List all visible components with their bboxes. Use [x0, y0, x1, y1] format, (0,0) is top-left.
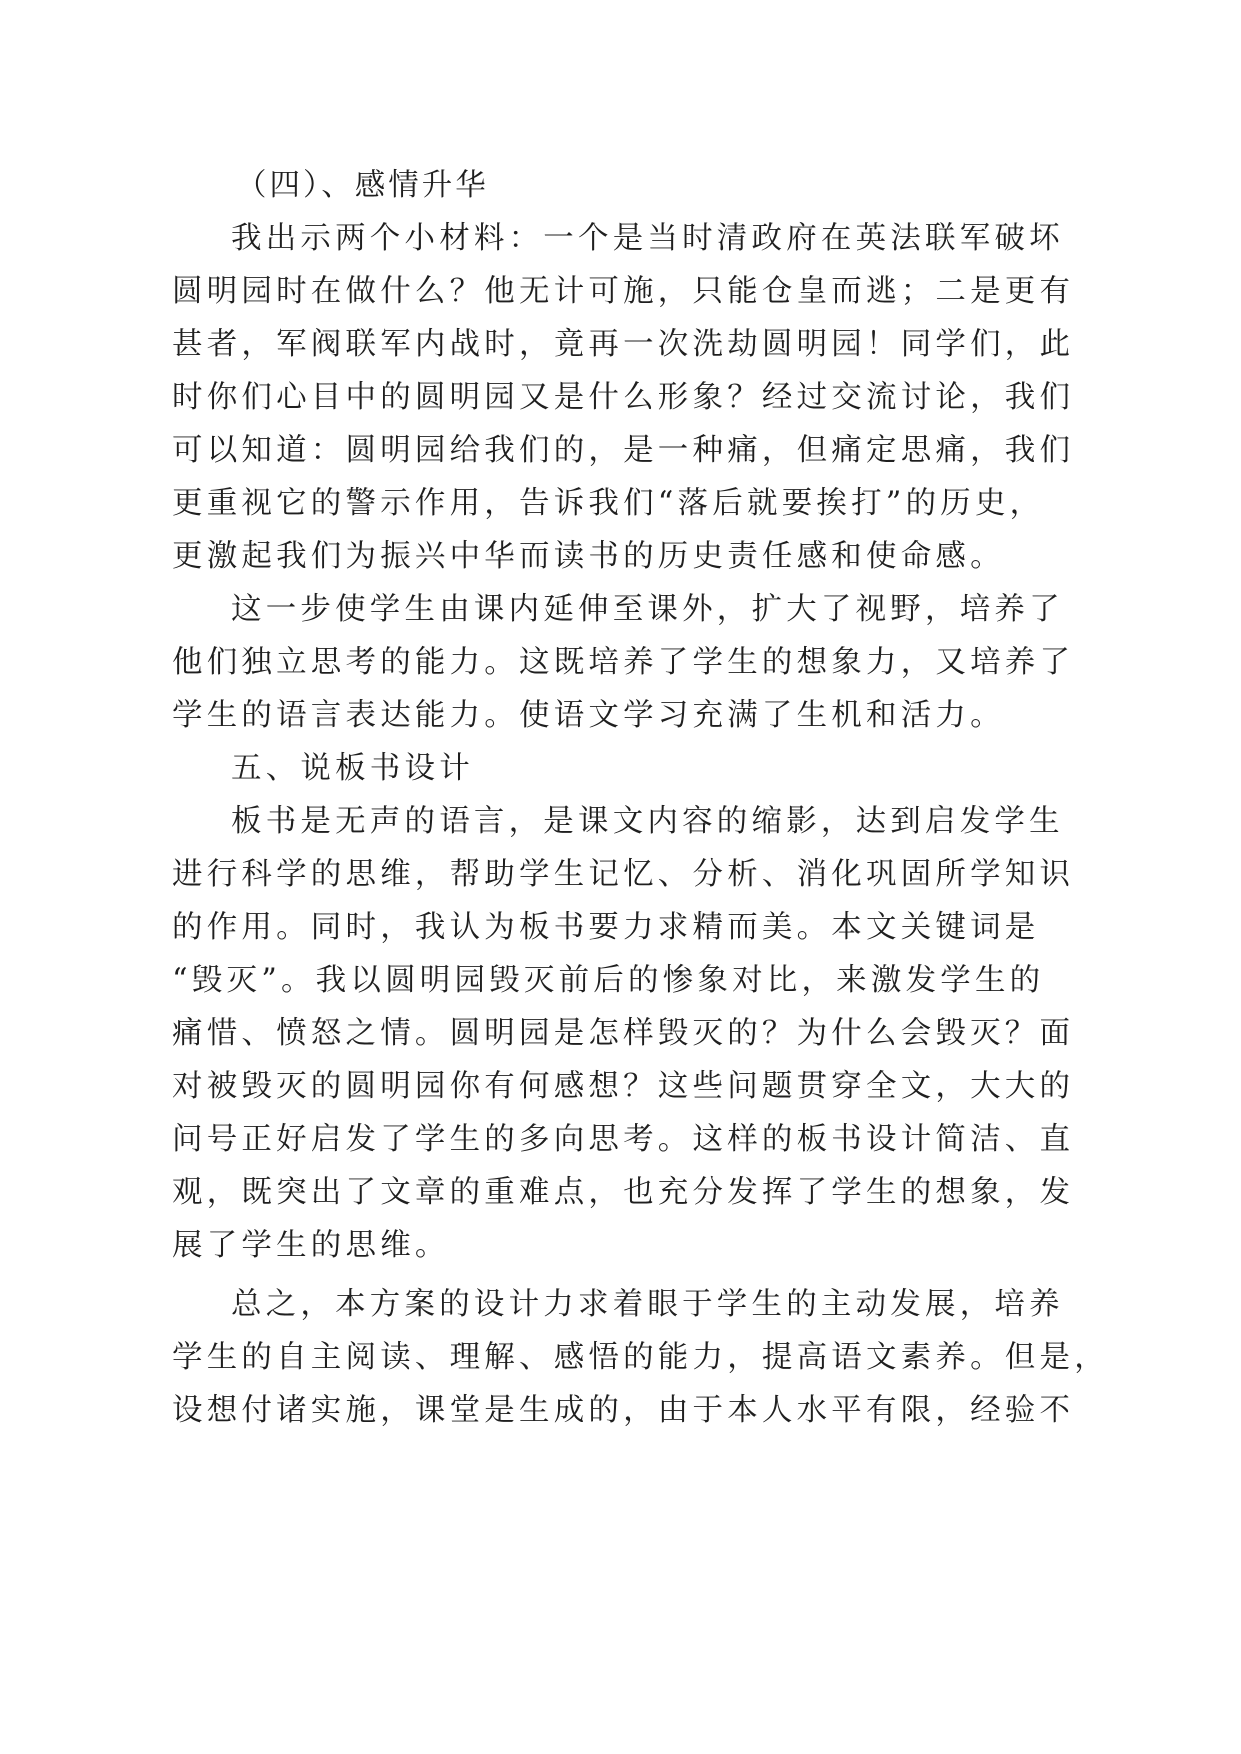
paragraph-line: 对被毁灭的圆明园你有何感想？这些问题贯穿全文，大大的 — [172, 1069, 1075, 1104]
paragraph-line: 学生的语言表达能力。使语文学习充满了生机和活力。 — [172, 698, 1005, 733]
paragraph-line: 甚者，军阀联军内战时，竟再一次洗劫圆明园！同学们，此 — [172, 327, 1075, 362]
paragraph-line: 可以知道：圆明园给我们的，是一种痛，但痛定思痛，我们 — [172, 433, 1075, 468]
paragraph-line: “毁灭”。我以圆明园毁灭前后的惨象对比，来激发学生的 — [172, 963, 1045, 998]
paragraph-line: 问号正好启发了学生的多向思考。这样的板书设计简洁、直 — [172, 1122, 1075, 1157]
paragraph-line: 展了学生的思维。 — [172, 1228, 450, 1263]
paragraph-line: 学生的自主阅读、理解、感悟的能力，提高语文素养。但是， — [172, 1340, 1109, 1375]
paragraph-line: 设想付诸实施，课堂是生成的，由于本人水平有限，经验不 — [172, 1393, 1075, 1428]
paragraph-line: 这一步使学生由课内延伸至课外，扩大了视野，培养了 — [231, 592, 1064, 627]
paragraph-line: 的作用。同时，我认为板书要力求精而美。本文关键词是 — [172, 910, 1040, 945]
paragraph-line: 痛惜、愤怒之情。圆明园是怎样毁灭的？为什么会毁灭？面 — [172, 1016, 1075, 1051]
paragraph-line: 板书是无声的语言，是课文内容的缩影，达到启发学生 — [231, 804, 1064, 839]
section-heading-four: （四）、感情升华 — [236, 168, 489, 203]
paragraph-line: 他们独立思考的能力。这既培养了学生的想象力，又培养了 — [172, 645, 1075, 680]
paragraph-line: 我出示两个小材料：一个是当时清政府在英法联军破坏 — [231, 221, 1064, 256]
paragraph-line: 观，既突出了文章的重难点，也充分发挥了学生的想象，发 — [172, 1175, 1075, 1210]
paragraph-line: 总之，本方案的设计力求着眼于学生的主动发展，培养 — [231, 1287, 1064, 1322]
paragraph-line: 更激起我们为振兴中华而读书的历史责任感和使命感。 — [172, 539, 1005, 574]
section-heading-five: 五、说板书设计 — [231, 751, 474, 786]
paragraph-line: 进行科学的思维，帮助学生记忆、分析、消化巩固所学知识 — [172, 857, 1075, 892]
paragraph-line: 时你们心目中的圆明园又是什么形象？经过交流讨论，我们 — [172, 380, 1075, 415]
paragraph-line: 圆明园时在做什么？他无计可施，只能仓皇而逃；二是更有 — [172, 274, 1075, 309]
paragraph-line: 更重视它的警示作用，告诉我们“落后就要挨打”的历史， — [172, 486, 1045, 521]
